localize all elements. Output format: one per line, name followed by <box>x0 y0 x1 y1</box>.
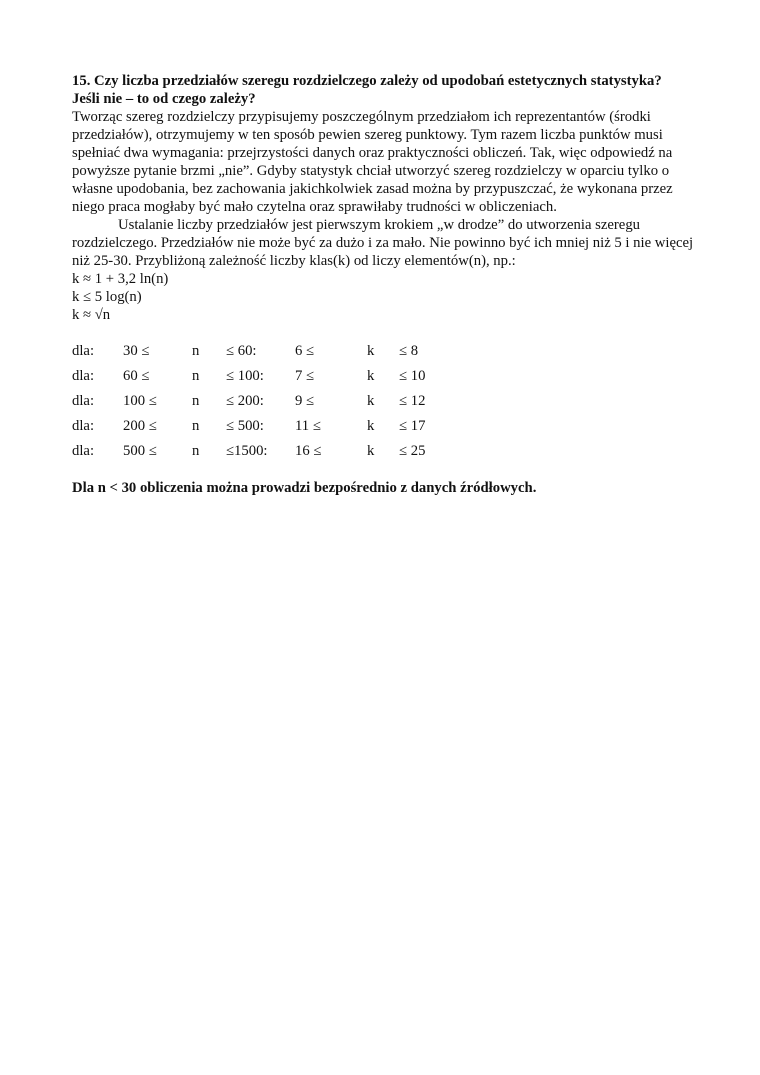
document-page <box>72 72 702 512</box>
k-lower-bound: 11 ≤ <box>295 418 321 434</box>
n-lower-bound: 100 ≤ <box>123 393 157 409</box>
formula-sturges: k ≈ 1 + 3,2 ln(n) <box>72 271 169 287</box>
n-upper-bound: ≤ 500: <box>226 418 264 434</box>
n-upper-bound: ≤ 100: <box>226 368 264 384</box>
question-line-2: Jeśli nie – to od czego zależy? <box>72 91 256 107</box>
table-row <box>72 339 459 364</box>
n-symbol: n <box>192 443 200 459</box>
k-lower-bound: 7 ≤ <box>295 368 315 384</box>
k-symbol: k <box>367 393 375 409</box>
k-symbol: k <box>367 368 375 384</box>
k-upper-bound: ≤ 8 <box>399 343 419 359</box>
n-upper-bound: ≤ 60: <box>226 343 257 359</box>
n-lower-bound: 30 ≤ <box>123 343 150 359</box>
k-lower-bound: 16 ≤ <box>295 443 322 459</box>
k-lower-bound: 9 ≤ <box>295 393 315 409</box>
conclusion-note: Dla n < 30 obliczenia można prowadzi bezpośrednio z danych źródłowych. <box>72 480 537 496</box>
k-upper-bound: ≤ 10 <box>399 368 426 384</box>
n-upper-bound: ≤ 200: <box>226 393 264 409</box>
range-label: dla: <box>72 443 95 459</box>
table-row <box>72 414 459 439</box>
n-symbol: n <box>192 418 200 434</box>
n-lower-bound: 200 ≤ <box>123 418 157 434</box>
range-label: dla: <box>72 368 95 384</box>
k-symbol: k <box>367 343 375 359</box>
k-lower-bound: 6 ≤ <box>295 343 315 359</box>
range-label: dla: <box>72 393 95 409</box>
n-symbol: n <box>192 393 200 409</box>
n-symbol: n <box>192 368 200 384</box>
class-count-table <box>72 339 459 464</box>
k-symbol: k <box>367 418 375 434</box>
question-heading <box>72 72 702 108</box>
k-upper-bound: ≤ 12 <box>399 393 426 409</box>
n-upper-bound: ≤1500: <box>226 443 268 459</box>
formula-log-bound: k ≤ 5 log(n) <box>72 289 142 305</box>
table-row <box>72 439 459 464</box>
range-label: dla: <box>72 343 95 359</box>
k-symbol: k <box>367 443 375 459</box>
answer-paragraph-2: Ustalanie liczby przedziałów jest pierwszym krokiem „w drodze” do utworzenia szeregu rozdzielczego. Przedziałów nie może być za dużo i za mało. Nie powinno być ich mniej niż 5 i nie więcej niż 25-30. Przybliżoną zależność liczby klas(k) od liczy elementów(n), np.: <box>72 217 694 269</box>
n-lower-bound: 500 ≤ <box>123 443 157 459</box>
n-symbol: n <box>192 343 200 359</box>
answer-paragraph-1: Tworząc szereg rozdzielczy przypisujemy poszczególnym przedziałom ich reprezentantów (środki przedziałów), otrzymujemy w ten sposób pewien szereg punktowy. Tym razem liczba punktów musi spełniać dwa wymagania: przejrzystości danych oraz praktyczności obliczeń. Tak, więc odpowiedź na powyższe pytanie brzmi „nie”. Gdyby statystyk chciał utworzyć szereg rozdzielczy w oparciu tylko o własne upodobania, bez zachowania jakichkolwiek zasad można by przypuszczać, że wykonana przez niego praca mogłaby być mało czytelna oraz sprawiłaby trudności w obliczeniach. <box>72 109 673 215</box>
question-line-1: 15. Czy liczba przedziałów szeregu rozdzielczego zależy od upodobań estetycznych statystyka? <box>72 73 662 89</box>
k-upper-bound: ≤ 25 <box>399 443 426 459</box>
range-label: dla: <box>72 418 95 434</box>
n-lower-bound: 60 ≤ <box>123 368 150 384</box>
k-upper-bound: ≤ 17 <box>399 418 426 434</box>
table-row <box>72 389 459 414</box>
table-row <box>72 364 459 389</box>
formula-square-root: k ≈ √n <box>72 307 111 323</box>
